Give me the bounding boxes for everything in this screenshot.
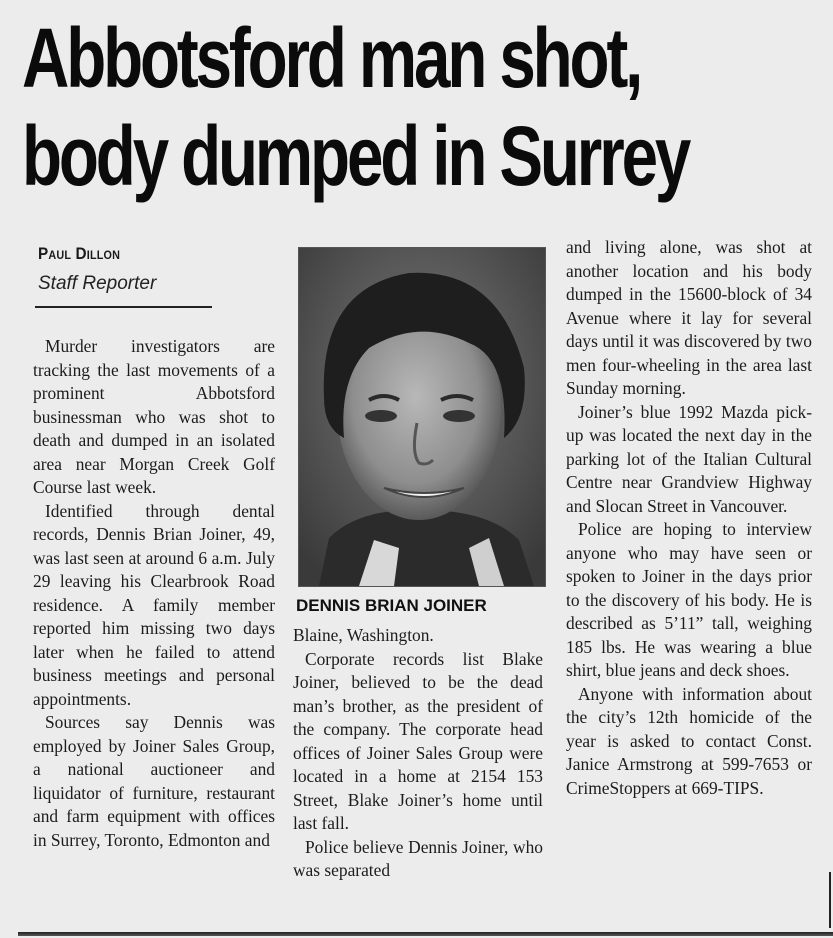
byline-title: Staff Reporter xyxy=(38,273,157,294)
headline-line-2: body dumped in Surrey xyxy=(22,109,689,203)
portrait-photo xyxy=(298,247,546,587)
paragraph: Police believe Dennis Joiner, who was separated xyxy=(293,836,543,880)
article-column-1 xyxy=(33,335,275,852)
paragraph: Police are hoping to interview anyone who may have seen or spoken to Joiner in the days prior to the discovery of his body. He is described as 5’11” tall, weighing 185 lbs. He was wearing a blue shirt, blue jeans and deck shoes. xyxy=(566,519,812,680)
byline-author: Paul Dillon xyxy=(38,244,121,263)
column-rule xyxy=(829,872,831,928)
bottom-rule xyxy=(18,932,833,936)
paragraph: Sources say Dennis was employed by Joiner Sales Group, a national auctioneer and liquidator of furniture, restaurant and farm equipment with offices in Surrey, Toronto, Edmonton and xyxy=(33,712,275,850)
paragraph: Identified through dental records, Dennis Brian Joiner, 49, was last seen at around 6 a.m. July 29 leaving his Clearbrook Road residence. A family member reported him missing two days later when he failed to attend business meetings and personal appointments. xyxy=(33,500,275,709)
paragraph: Murder investigators are tracking the last movements of a prominent Abbotsford businessman who was shot to death and dumped in an isolated area near Morgan Creek Golf Course last week. xyxy=(33,336,275,497)
paragraph: Blaine, Washington. xyxy=(293,625,434,645)
byline-divider xyxy=(35,306,212,308)
article-column-2 xyxy=(293,624,543,883)
headline-line-1: Abbotsford man shot, xyxy=(22,11,641,105)
paragraph: Corporate records list Blake Joiner, believed to be the dead man’s brother, as the president of the company. The corporate head offices of Joiner Sales Group were located in a home at 2154 153 Street, Blake Joiner’s home until last fall. xyxy=(293,648,543,833)
paragraph: and living alone, was shot at another location and his body dumped in the 15600-block of 34 Avenue where it lay for several days until it was discovered by two men four-wheeling in the area last Sunday morning. xyxy=(566,237,812,398)
headline xyxy=(22,8,689,204)
portrait-image xyxy=(299,248,545,586)
paragraph: Joiner’s blue 1992 Mazda pick-up was located the next day in the parking lot of the Italian Cultural Centre near Grandview Highway and Slocan Street in Vancouver. xyxy=(566,401,812,516)
article-column-3 xyxy=(566,236,812,800)
photo-caption: DENNIS BRIAN JOINER xyxy=(296,596,487,615)
paragraph: Anyone with information about the city’s 12th homicide of the year is asked to contact Const. Janice Armstrong at 599-7653 or CrimeStoppers at 669-TIPS. xyxy=(566,683,812,798)
